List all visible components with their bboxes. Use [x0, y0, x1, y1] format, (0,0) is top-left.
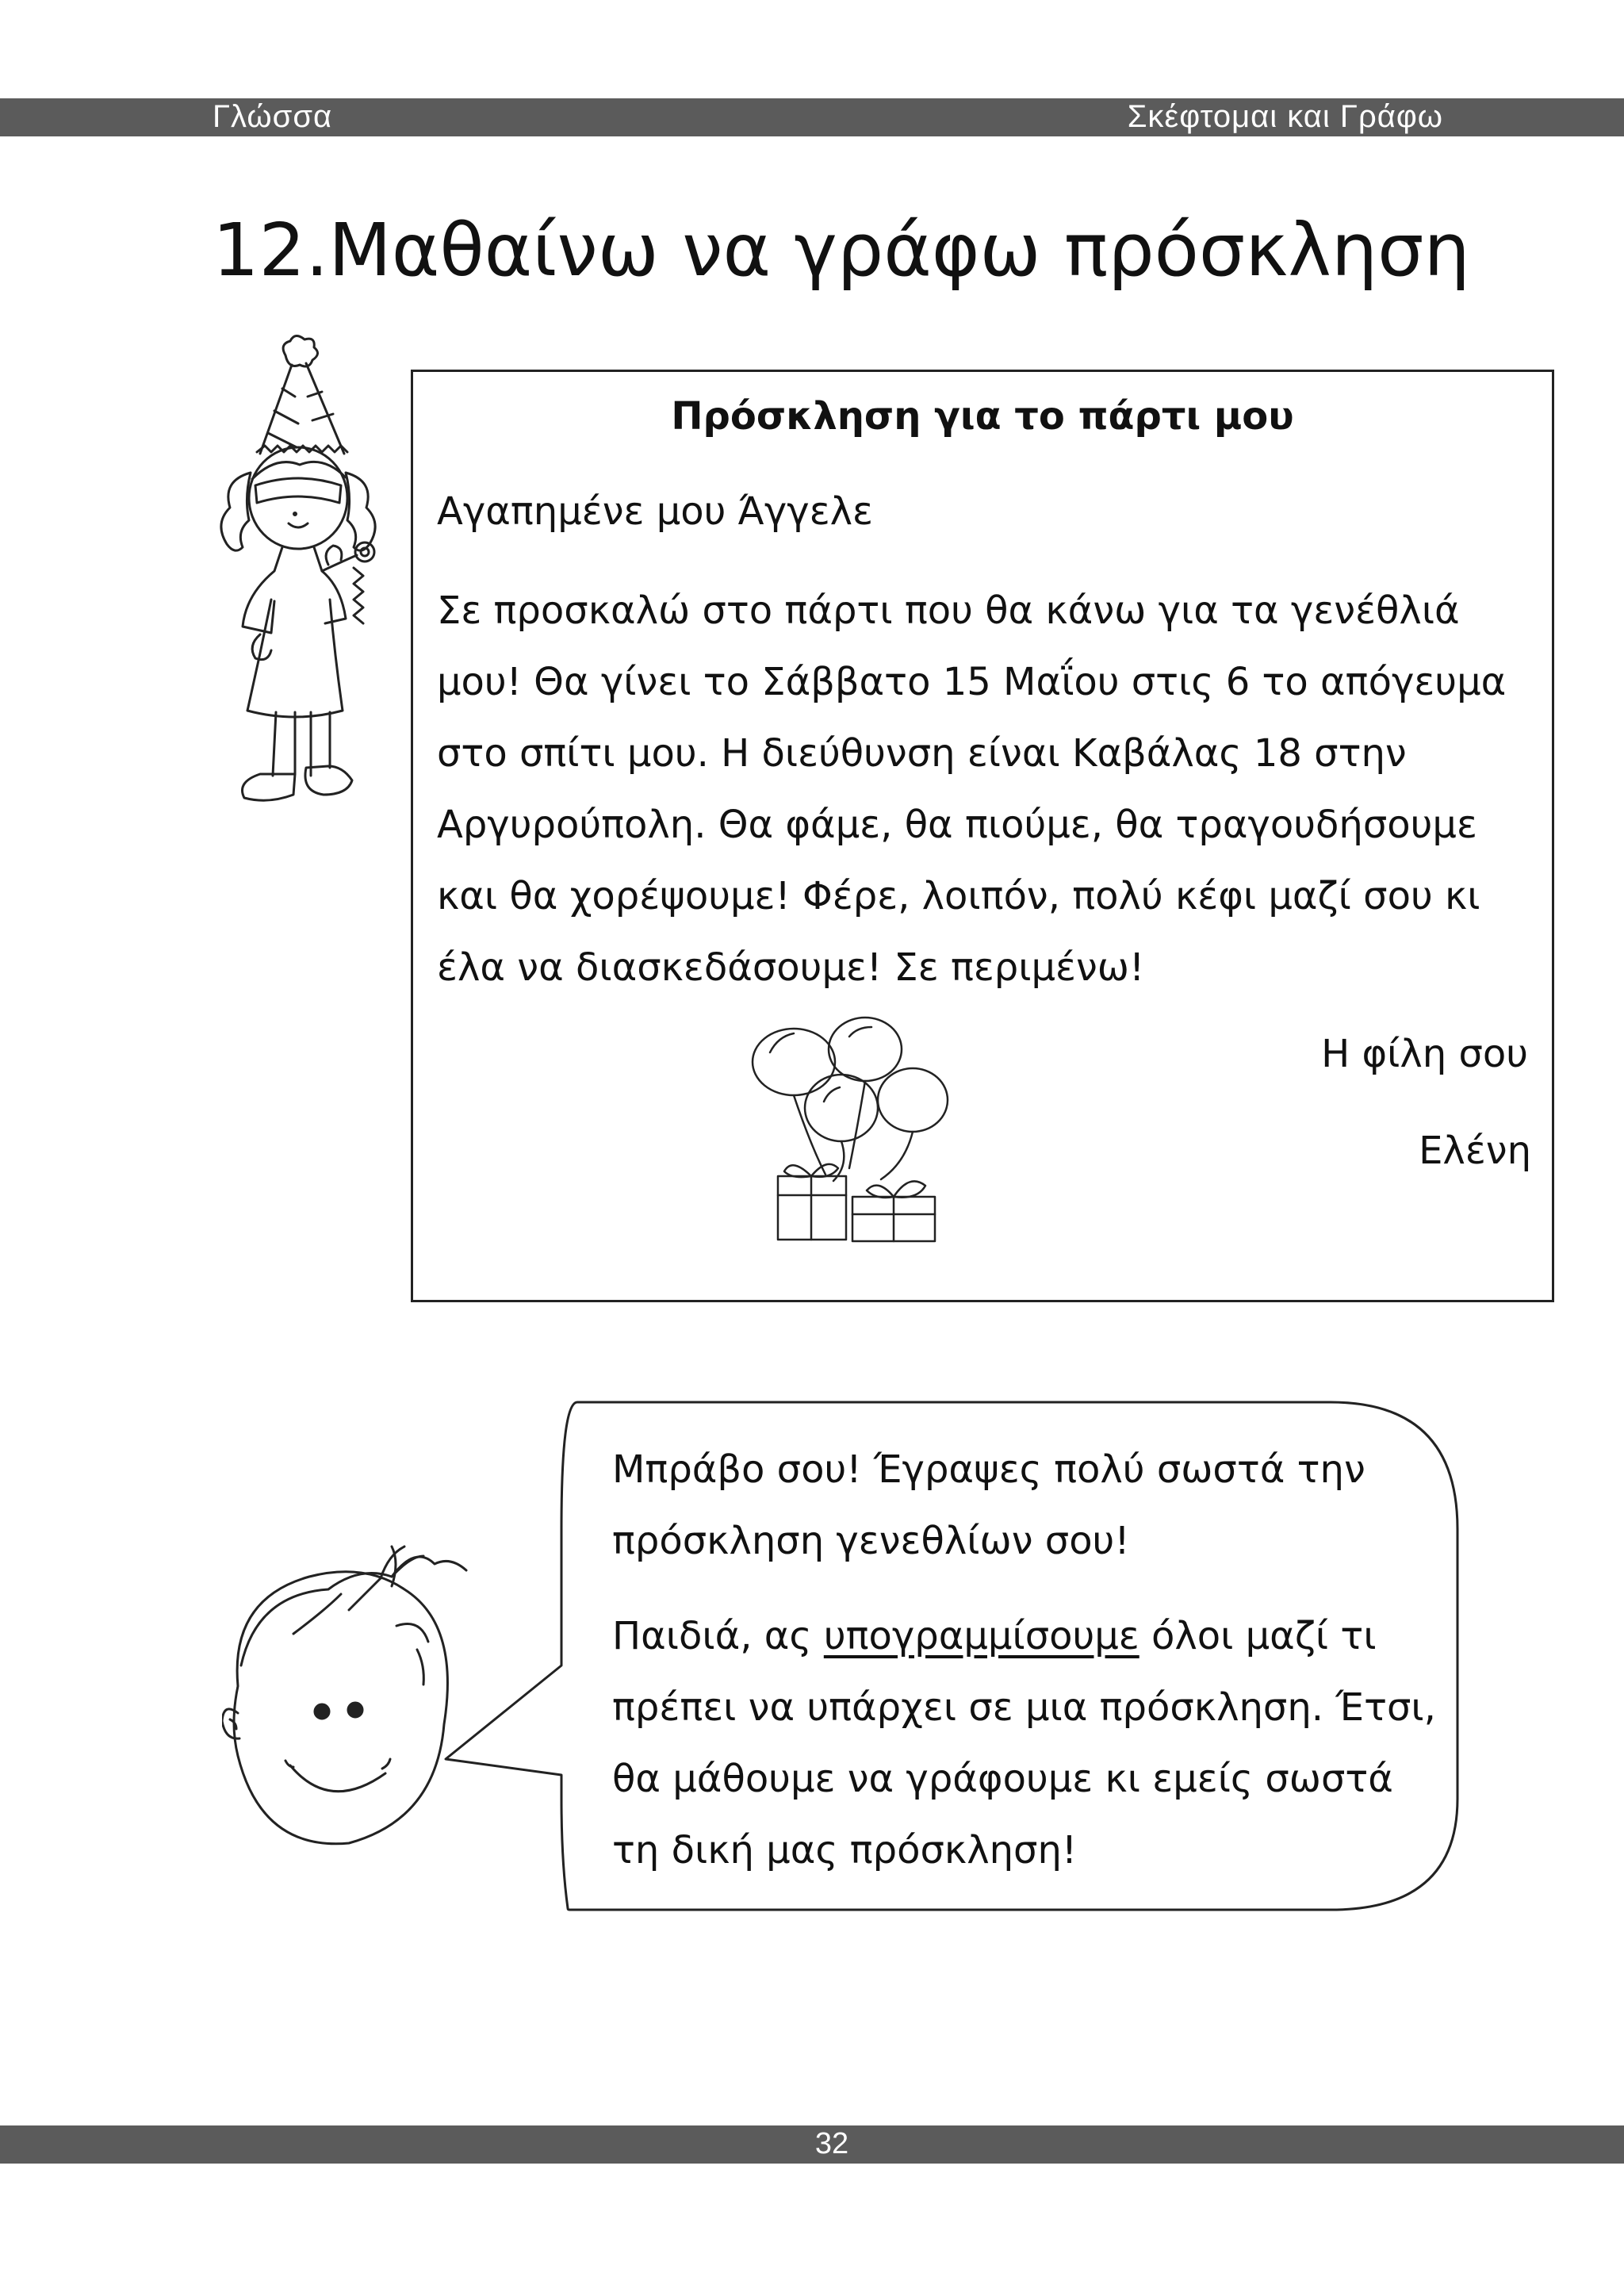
invitation-greeting: Αγαπημένε μου Άγγελε — [437, 489, 873, 534]
invitation-heading: Πρόσκληση για το πάρτι μου — [671, 394, 1294, 439]
speech-paragraph-1: Μπράβο σου! Έγραψες πολύ σωστά την πρόσκληση γενεθλίων σου! — [612, 1447, 1365, 1563]
page-title: 12.Μαθαίνω να γράφω πρόσκληση — [213, 208, 1470, 293]
speech-text-after: όλοι μαζί τι πρέπει να υπάρχει σε μια πρόσκληση. Έτσι, θα μάθουμε να γράφουμε κι εμείς σωστά τη δική μας πρόσκληση! — [612, 1614, 1436, 1872]
invitation-signature: Ελένη — [1419, 1129, 1531, 1173]
speech-text-before: Παιδιά, ας — [612, 1614, 824, 1658]
party-girl-icon — [213, 333, 387, 817]
speech-underlined-word: υπογραμμίσουμε — [823, 1614, 1139, 1658]
header-bar — [0, 98, 1624, 136]
header-subject: Γλώσσα — [213, 99, 333, 134]
invitation-card — [411, 370, 1554, 1302]
speech-text — [612, 1434, 1437, 1886]
header-book-title: Σκέφτομαι και Γράφω — [1127, 99, 1443, 134]
footer-bar — [0, 2125, 1624, 2164]
speech-paragraph-2 — [612, 1600, 1437, 1886]
invitation-closing: Η φίλη σου — [1321, 1032, 1528, 1076]
balloons-gifts-icon — [746, 1013, 952, 1243]
page-number: 32 — [814, 2127, 849, 2160]
invitation-body: Σε προσκαλώ στο πάρτι που θα κάνω για τα γενέθλιά μου! Θα γίνει το Σάββατο 15 Μαΐου στις 6 το απόγευμα στο σπίτι μου. Η διεύθυνση είναι Καβάλας 18 στην Αργυρούπολη. Θα φάμε, θα πιούμε, θα τραγουδήσουμε και θα χορέψουμε! Φέρε, λοιπόν, πολύ κέφι μαζί σου κι έλα να διασκεδάσουμε! Σε περιμένω! — [437, 588, 1507, 990]
